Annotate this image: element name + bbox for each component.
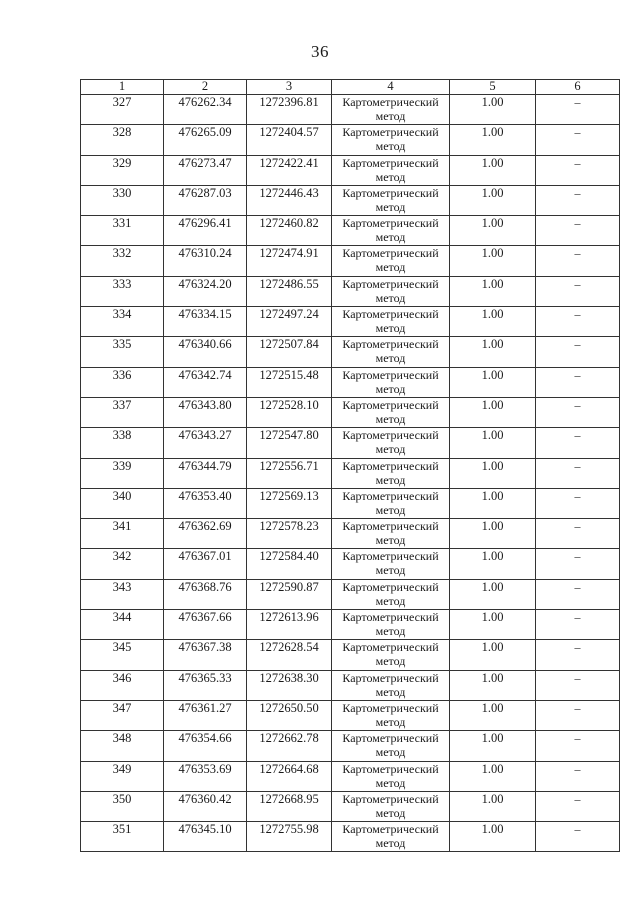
method-line-1: Картометрический (342, 246, 439, 261)
method-cell (332, 397, 450, 427)
y-coordinate-cell: 1272668.95 (247, 791, 332, 821)
method-line-2: метод (375, 836, 406, 851)
method-cell (332, 428, 450, 458)
description-cell: – (536, 822, 620, 852)
accuracy-cell: 1.00 (450, 155, 536, 185)
y-coordinate-cell: 1272460.82 (247, 216, 332, 246)
header-cell: 1 (81, 80, 164, 95)
method-line-2: метод (375, 563, 406, 578)
description-cell: – (536, 397, 620, 427)
method-line-1: Картометрический (342, 185, 439, 200)
description-cell: – (536, 337, 620, 367)
method-cell (332, 791, 450, 821)
method-line-1: Картометрический (342, 640, 439, 655)
method-line-2: метод (375, 381, 406, 396)
method-cell (332, 95, 450, 125)
method-line-2: метод (375, 442, 406, 457)
y-coordinate-cell: 1272628.54 (247, 640, 332, 670)
method-cell (332, 488, 450, 518)
method-cell (332, 367, 450, 397)
method-line-1: Картометрический (342, 761, 439, 776)
table-row (81, 610, 620, 640)
y-coordinate-cell: 1272422.41 (247, 155, 332, 185)
description-cell: – (536, 367, 620, 397)
accuracy-cell: 1.00 (450, 610, 536, 640)
x-coordinate-cell: 476262.34 (164, 95, 247, 125)
point-number-cell: 348 (81, 731, 164, 761)
method-cell (332, 458, 450, 488)
method-line-1: Картометрический (342, 428, 439, 443)
table-row (81, 246, 620, 276)
y-coordinate-cell: 1272486.55 (247, 276, 332, 306)
accuracy-cell: 1.00 (450, 640, 536, 670)
method-line-2: метод (375, 230, 406, 245)
table-row (81, 731, 620, 761)
table-row (81, 276, 620, 306)
y-coordinate-cell: 1272638.30 (247, 670, 332, 700)
method-line-1: Картометрический (342, 307, 439, 322)
accuracy-cell: 1.00 (450, 367, 536, 397)
method-line-1: Картометрический (342, 125, 439, 140)
table-row (81, 428, 620, 458)
method-line-1: Картометрический (342, 458, 439, 473)
method-line-2: метод (375, 805, 406, 820)
x-coordinate-cell: 476265.09 (164, 125, 247, 155)
description-cell: – (536, 519, 620, 549)
accuracy-cell: 1.00 (450, 822, 536, 852)
description-cell: – (536, 670, 620, 700)
description-cell: – (536, 216, 620, 246)
method-line-1: Картометрический (342, 95, 439, 109)
method-line-2: метод (375, 169, 406, 184)
point-number-cell: 337 (81, 397, 164, 427)
method-line-2: метод (375, 654, 406, 669)
method-cell (332, 761, 450, 791)
header-cell: 2 (164, 80, 247, 95)
method-line-2: метод (375, 411, 406, 426)
x-coordinate-cell: 476353.40 (164, 488, 247, 518)
x-coordinate-cell: 476343.80 (164, 397, 247, 427)
table-row (81, 761, 620, 791)
x-coordinate-cell: 476367.38 (164, 640, 247, 670)
header-cell: 4 (332, 80, 450, 95)
y-coordinate-cell: 1272569.13 (247, 488, 332, 518)
point-number-cell: 329 (81, 155, 164, 185)
table-row (81, 488, 620, 518)
x-coordinate-cell: 476342.74 (164, 367, 247, 397)
table-row (81, 640, 620, 670)
y-coordinate-cell: 1272497.24 (247, 307, 332, 337)
y-coordinate-cell: 1272650.50 (247, 700, 332, 730)
method-line-2: метод (375, 139, 406, 154)
method-line-1: Картометрический (342, 670, 439, 685)
table-row (81, 307, 620, 337)
description-cell: – (536, 610, 620, 640)
method-line-1: Картометрический (342, 549, 439, 564)
method-cell (332, 822, 450, 852)
x-coordinate-cell: 476296.41 (164, 216, 247, 246)
point-number-cell: 339 (81, 458, 164, 488)
table-row (81, 155, 620, 185)
method-line-1: Картометрический (342, 367, 439, 382)
method-cell (332, 155, 450, 185)
point-number-cell: 335 (81, 337, 164, 367)
x-coordinate-cell: 476368.76 (164, 579, 247, 609)
point-number-cell: 343 (81, 579, 164, 609)
point-number-cell: 351 (81, 822, 164, 852)
method-line-1: Картометрический (342, 155, 439, 170)
table-row (81, 549, 620, 579)
table-row (81, 185, 620, 215)
point-number-cell: 338 (81, 428, 164, 458)
y-coordinate-cell: 1272474.91 (247, 246, 332, 276)
description-cell: – (536, 579, 620, 609)
x-coordinate-cell: 476343.27 (164, 428, 247, 458)
method-line-2: метод (375, 260, 406, 275)
x-coordinate-cell: 476365.33 (164, 670, 247, 700)
description-cell: – (536, 700, 620, 730)
method-cell (332, 640, 450, 670)
method-cell (332, 579, 450, 609)
table-row (81, 791, 620, 821)
accuracy-cell: 1.00 (450, 246, 536, 276)
description-cell: – (536, 761, 620, 791)
y-coordinate-cell: 1272528.10 (247, 397, 332, 427)
accuracy-cell: 1.00 (450, 519, 536, 549)
table-row (81, 337, 620, 367)
x-coordinate-cell: 476354.66 (164, 731, 247, 761)
x-coordinate-cell: 476362.69 (164, 519, 247, 549)
y-coordinate-cell: 1272590.87 (247, 579, 332, 609)
y-coordinate-cell: 1272662.78 (247, 731, 332, 761)
description-cell: – (536, 428, 620, 458)
method-line-1: Картометрический (342, 216, 439, 231)
method-line-1: Картометрический (342, 579, 439, 594)
method-line-1: Картометрический (342, 731, 439, 746)
accuracy-cell: 1.00 (450, 761, 536, 791)
accuracy-cell: 1.00 (450, 458, 536, 488)
method-cell (332, 307, 450, 337)
method-line-1: Картометрический (342, 488, 439, 503)
method-cell (332, 246, 450, 276)
method-line-2: метод (375, 533, 406, 548)
table-row (81, 822, 620, 852)
accuracy-cell: 1.00 (450, 95, 536, 125)
y-coordinate-cell: 1272755.98 (247, 822, 332, 852)
point-number-cell: 342 (81, 549, 164, 579)
y-coordinate-cell: 1272515.48 (247, 367, 332, 397)
description-cell: – (536, 640, 620, 670)
method-line-1: Картометрический (342, 822, 439, 837)
method-cell (332, 731, 450, 761)
x-coordinate-cell: 476344.79 (164, 458, 247, 488)
method-line-2: метод (375, 714, 406, 729)
x-coordinate-cell: 476367.66 (164, 610, 247, 640)
point-number-cell: 350 (81, 791, 164, 821)
table-body (81, 95, 620, 852)
method-line-1: Картометрический (342, 397, 439, 412)
accuracy-cell: 1.00 (450, 791, 536, 821)
method-line-2: метод (375, 745, 406, 760)
method-cell (332, 700, 450, 730)
y-coordinate-cell: 1272556.71 (247, 458, 332, 488)
point-number-cell: 332 (81, 246, 164, 276)
method-cell (332, 185, 450, 215)
x-coordinate-cell: 476361.27 (164, 700, 247, 730)
method-line-1: Картометрический (342, 610, 439, 625)
accuracy-cell: 1.00 (450, 125, 536, 155)
page-number: 36 (311, 42, 329, 61)
x-coordinate-cell: 476273.47 (164, 155, 247, 185)
method-line-1: Картометрический (342, 519, 439, 534)
point-number-cell: 340 (81, 488, 164, 518)
description-cell: – (536, 185, 620, 215)
description-cell: – (536, 246, 620, 276)
y-coordinate-cell: 1272507.84 (247, 337, 332, 367)
method-line-2: метод (375, 321, 406, 336)
table-row (81, 125, 620, 155)
point-number-cell: 331 (81, 216, 164, 246)
description-cell: – (536, 549, 620, 579)
method-line-1: Картометрический (342, 700, 439, 715)
accuracy-cell: 1.00 (450, 185, 536, 215)
method-cell (332, 610, 450, 640)
point-number-cell: 347 (81, 700, 164, 730)
table-row (81, 95, 620, 125)
method-line-2: метод (375, 502, 406, 517)
accuracy-cell: 1.00 (450, 670, 536, 700)
accuracy-cell: 1.00 (450, 216, 536, 246)
point-number-cell: 346 (81, 670, 164, 700)
description-cell: – (536, 458, 620, 488)
description-cell: – (536, 731, 620, 761)
accuracy-cell: 1.00 (450, 428, 536, 458)
description-cell: – (536, 125, 620, 155)
method-cell (332, 125, 450, 155)
point-number-cell: 334 (81, 307, 164, 337)
accuracy-cell: 1.00 (450, 549, 536, 579)
y-coordinate-cell: 1272584.40 (247, 549, 332, 579)
method-cell (332, 216, 450, 246)
header-cell: 5 (450, 80, 536, 95)
y-coordinate-cell: 1272578.23 (247, 519, 332, 549)
x-coordinate-cell: 476334.15 (164, 307, 247, 337)
y-coordinate-cell: 1272664.68 (247, 761, 332, 791)
y-coordinate-cell: 1272396.81 (247, 95, 332, 125)
x-coordinate-cell: 476360.42 (164, 791, 247, 821)
table-row (81, 397, 620, 427)
header-cell: 3 (247, 80, 332, 95)
accuracy-cell: 1.00 (450, 337, 536, 367)
description-cell: – (536, 488, 620, 518)
point-number-cell: 327 (81, 95, 164, 125)
table-row (81, 700, 620, 730)
method-cell (332, 670, 450, 700)
x-coordinate-cell: 476367.01 (164, 549, 247, 579)
method-line-2: метод (375, 290, 406, 305)
accuracy-cell: 1.00 (450, 276, 536, 306)
point-number-cell: 330 (81, 185, 164, 215)
accuracy-cell: 1.00 (450, 397, 536, 427)
accuracy-cell: 1.00 (450, 488, 536, 518)
point-number-cell: 328 (81, 125, 164, 155)
method-cell (332, 549, 450, 579)
accuracy-cell: 1.00 (450, 307, 536, 337)
accuracy-cell: 1.00 (450, 579, 536, 609)
coordinates-table (80, 79, 620, 852)
accuracy-cell: 1.00 (450, 731, 536, 761)
table-row (81, 216, 620, 246)
method-cell (332, 519, 450, 549)
method-line-2: метод (375, 351, 406, 366)
method-line-2: метод (375, 472, 406, 487)
point-number-cell: 344 (81, 610, 164, 640)
description-cell: – (536, 155, 620, 185)
accuracy-cell: 1.00 (450, 700, 536, 730)
method-cell (332, 276, 450, 306)
method-line-2: метод (375, 624, 406, 639)
x-coordinate-cell: 476345.10 (164, 822, 247, 852)
method-line-2: метод (375, 593, 406, 608)
table-row (81, 367, 620, 397)
table-row (81, 670, 620, 700)
method-line-2: метод (375, 109, 406, 123)
point-number-cell: 341 (81, 519, 164, 549)
method-line-2: метод (375, 775, 406, 790)
header-row (81, 80, 620, 95)
table-row (81, 579, 620, 609)
method-line-2: метод (375, 199, 406, 214)
method-line-1: Картометрический (342, 791, 439, 806)
x-coordinate-cell: 476340.66 (164, 337, 247, 367)
x-coordinate-cell: 476287.03 (164, 185, 247, 215)
method-line-1: Картометрический (342, 276, 439, 291)
header-cell: 6 (536, 80, 620, 95)
point-number-cell: 336 (81, 367, 164, 397)
description-cell: – (536, 276, 620, 306)
y-coordinate-cell: 1272446.43 (247, 185, 332, 215)
y-coordinate-cell: 1272404.57 (247, 125, 332, 155)
y-coordinate-cell: 1272613.96 (247, 610, 332, 640)
method-line-2: метод (375, 684, 406, 699)
x-coordinate-cell: 476353.69 (164, 761, 247, 791)
method-cell (332, 337, 450, 367)
table-row (81, 458, 620, 488)
point-number-cell: 345 (81, 640, 164, 670)
y-coordinate-cell: 1272547.80 (247, 428, 332, 458)
table-row (81, 519, 620, 549)
x-coordinate-cell: 476310.24 (164, 246, 247, 276)
point-number-cell: 349 (81, 761, 164, 791)
description-cell: – (536, 95, 620, 125)
x-coordinate-cell: 476324.20 (164, 276, 247, 306)
description-cell: – (536, 307, 620, 337)
description-cell: – (536, 791, 620, 821)
method-line-1: Картометрический (342, 337, 439, 352)
point-number-cell: 333 (81, 276, 164, 306)
